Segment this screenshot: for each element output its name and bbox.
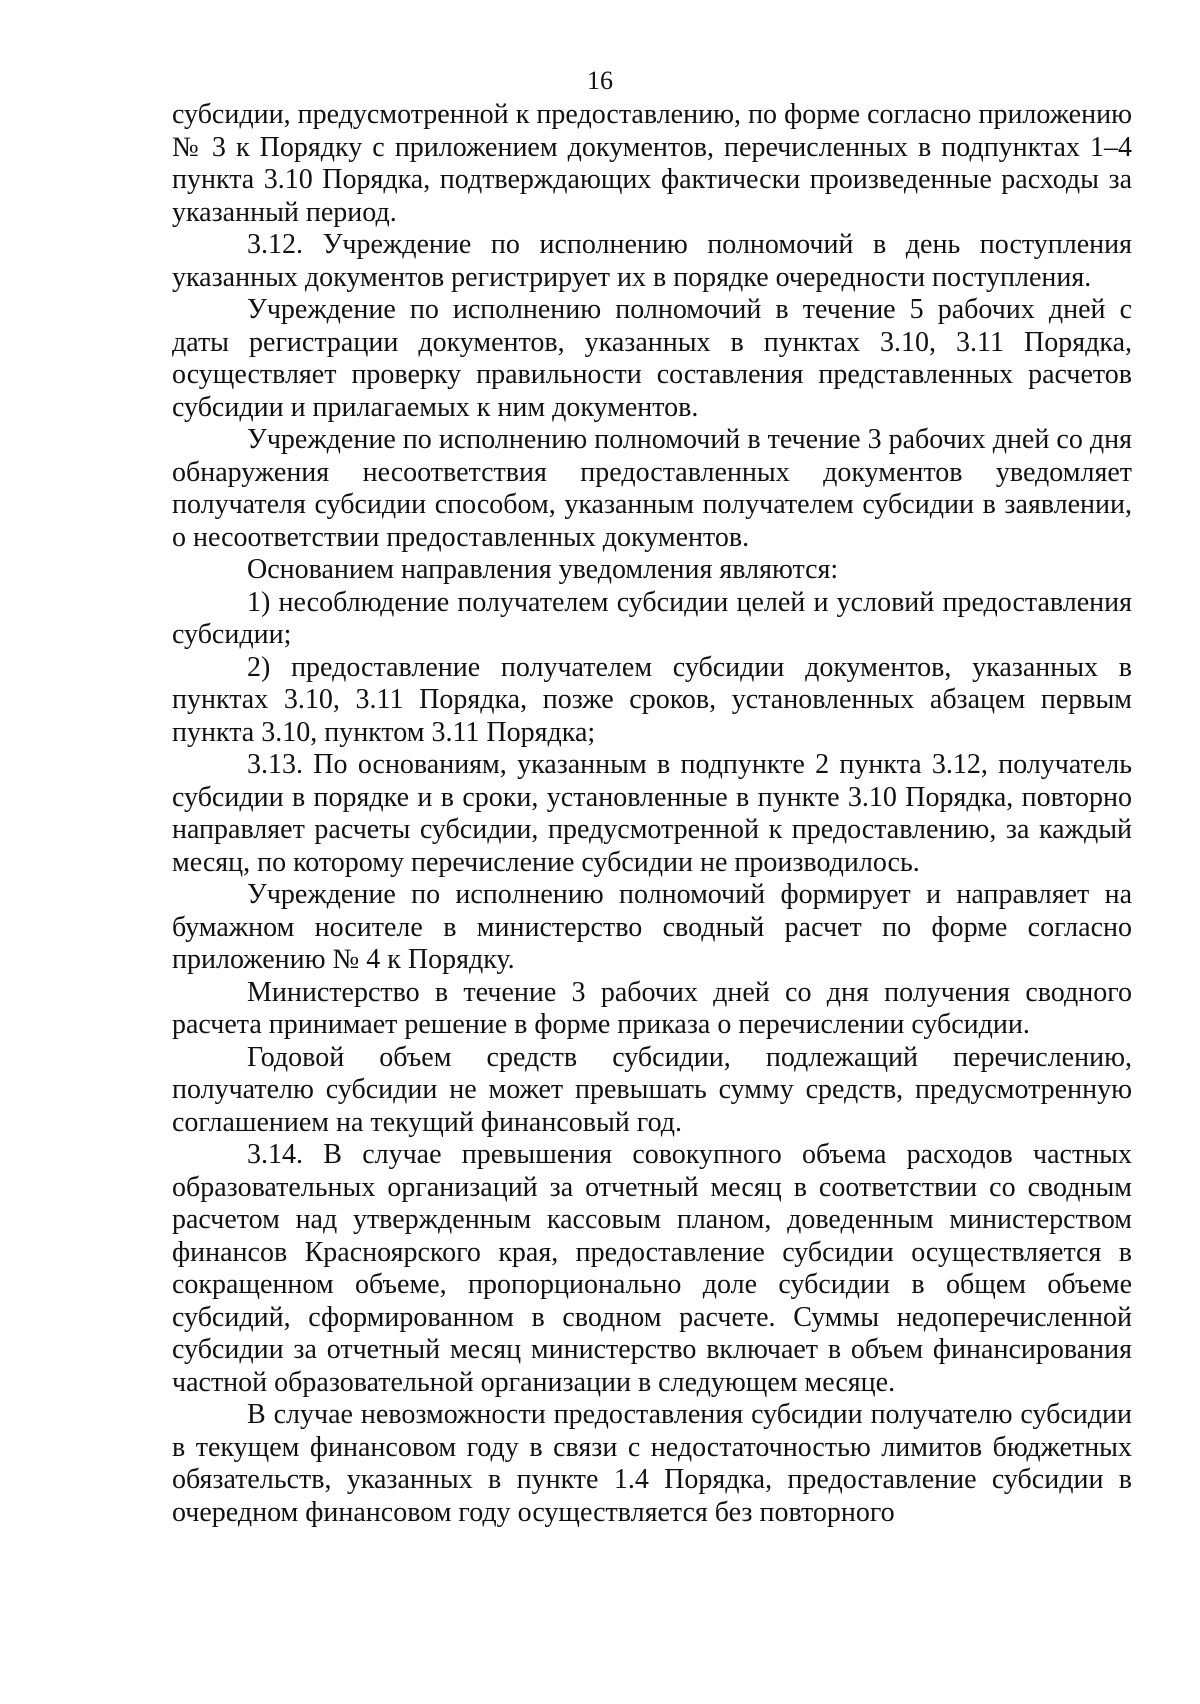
- page-number: 16: [587, 66, 613, 95]
- paragraph-3-13: 3.13. По основаниям, указанным в подпункте 2 пункта 3.12, получатель субсидии в порядке и в сроки, установленные в пункте 3.10 Порядка, повторно направляет расчеты субсидии, предусмотренной к предоставлению, за каждый месяц, по которому перечисление субсидии не производилось.: [172, 749, 1132, 878]
- document-body: [172, 99, 1132, 1529]
- paragraph-verification: Учреждение по исполнению полномочий в течение 5 рабочих дней с даты регистрации документов, указанных в пунктах 3.10, 3.11 Порядка, осуществляет проверку правильности составления представленных расчетов субсидии и прилагаемых к ним документов.: [172, 294, 1132, 423]
- paragraph-continuation: субсидии, предусмотренной к предоставлению, по форме согласно приложению № 3 к Порядку с приложением документов, перечисленных в подпунктах 1–4 пункта 3.10 Порядка, подтверждающих фактически произведенные расходы за указанный период.: [172, 99, 1132, 228]
- paragraph-3-14: 3.14. В случае превышения совокупного объема расходов частных образовательных организаций за отчетный месяц в соответствии со сводным расчетом над утвержденным кассовым планом, доведенным министерством финансов Красноярского края, предоставление субсидии осуществляется в сокращенном объеме, пропорционально доле субсидии в общем объеме субсидий, сформированном в сводном расчете. Суммы недоперечисленной субсидии за отчетный месяц министерство включает в объем финансирования частной образовательной организации в следующем месяце.: [172, 1139, 1132, 1398]
- paragraph-limits: В случае невозможности предоставления субсидии получателю субсидии в текущем финансовом году в связи с недостаточностью лимитов бюджетных обязательств, указанных в пункте 1.4 Порядка, предоставление субсидии в очередном финансовом году осуществляется без повторного: [172, 1399, 1132, 1528]
- paragraph-3-12: 3.12. Учреждение по исполнению полномочий в день поступления указанных документов регистрирует их в порядке очередности поступления.: [172, 229, 1132, 293]
- list-item-1: 1) несоблюдение получателем субсидии целей и условий предоставления субсидии;: [172, 586, 1132, 650]
- paragraph-ministry-decision: Министерство в течение 3 рабочих дней со дня получения сводного расчета принимает решение в форме приказа о перечислении субсидии.: [172, 976, 1132, 1040]
- paragraph-annual-volume: Годовой объем средств субсидии, подлежащий перечислению, получателю субсидии не может превышать сумму средств, предусмотренную соглашением на текущий финансовый год.: [172, 1041, 1132, 1138]
- paragraph-notification: Учреждение по исполнению полномочий в течение 3 рабочих дней со дня обнаружения несоответствия предоставленных документов уведомляет получателя субсидии способом, указанным получателем субсидии в заявлении, о несоответствии предоставленных документов.: [172, 424, 1132, 553]
- paragraph-grounds: Основанием направления уведомления являются:: [247, 554, 839, 585]
- paragraph-summary-calc: Учреждение по исполнению полномочий формирует и направляет на бумажном носителе в министерство сводный расчет по форме согласно приложению № 4 к Порядку.: [172, 879, 1132, 975]
- list-item-2: 2) предоставление получателем субсидии документов, указанных в пунктах 3.10, 3.11 Порядка, позже сроков, установленных абзацем первым пункта 3.10, пунктом 3.11 Порядка;: [172, 651, 1132, 748]
